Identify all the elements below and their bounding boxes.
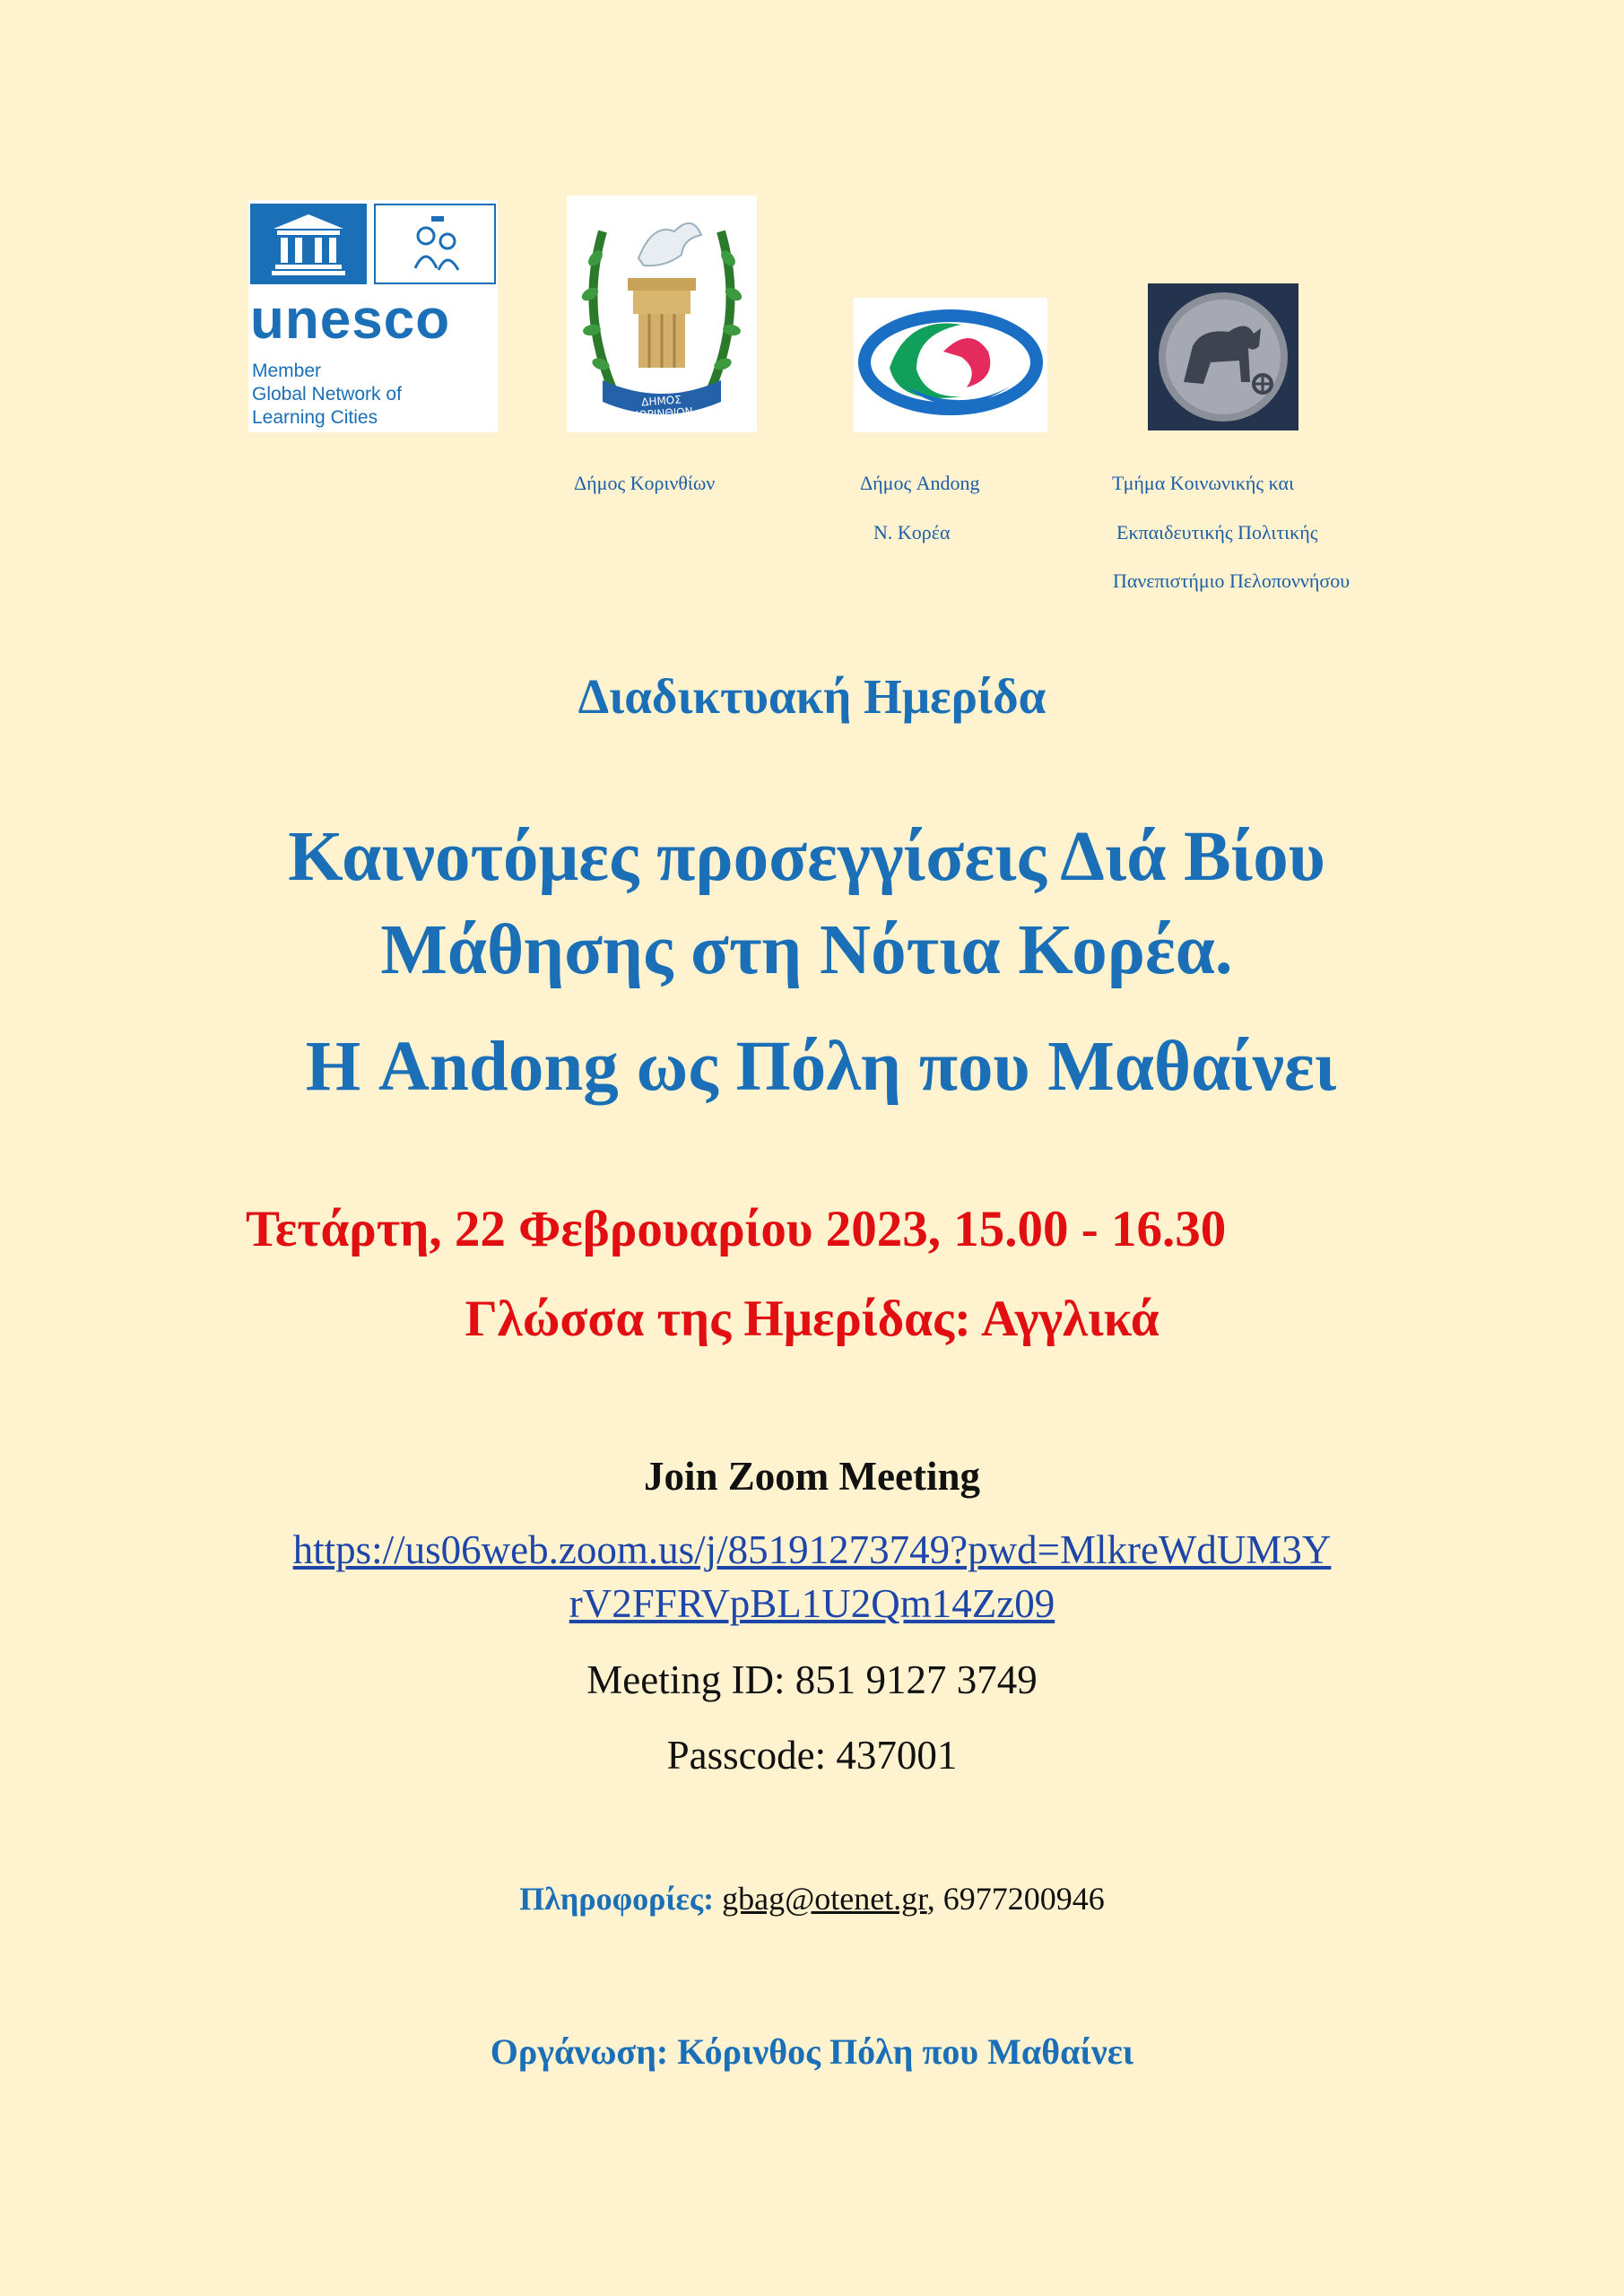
- learning-cities-figures-icon: [376, 205, 494, 283]
- unesco-network-text: Member Global Network of Learning Cities: [252, 361, 402, 428]
- caption-university-line3: Πανεπιστήμιο Πελοποννήσου: [1113, 570, 1350, 592]
- info-phone: , 6977200946: [926, 1881, 1105, 1917]
- zoom-link-line1[interactable]: https://us06web.zoom.us/j/85191273749?pwd=MlkreWdUM3Y: [292, 1527, 1332, 1572]
- info-line: [0, 1880, 1624, 1918]
- andong-swirl-icon: [854, 298, 1047, 432]
- title-line-1: Καινοτόμες προσεγγίσεις Διά Βίου: [288, 818, 1325, 896]
- corinth-seal-text: ΔΗΜΟΣ ΚΟΡΙΝΘΙΩΝ: [630, 393, 693, 422]
- andong-logo: [854, 298, 1047, 432]
- organizer: Οργάνωση: Κόρινθος Πόλη που Μαθαίνει: [490, 2031, 1134, 2072]
- title-line-2: Μάθησης στη Νότια Κορέα.: [380, 911, 1233, 989]
- event-language: Γλώσσα της Ημερίδας: Αγγλικά: [465, 1291, 1159, 1347]
- ancient-coin-icon: [1148, 283, 1298, 430]
- unesco-wordmark: unesco: [250, 289, 451, 351]
- caption-andong-line1: Δήμος Andong: [860, 472, 980, 494]
- caption-university-line1: Τμήμα Κοινωνικής και: [1112, 472, 1294, 494]
- title-line-3: Η Andong ως Πόλη που Μαθαίνει: [305, 1028, 1337, 1106]
- corinth-crest-logo: [567, 196, 757, 432]
- info-email-link[interactable]: gbag@otenet.gr: [722, 1881, 927, 1917]
- university-coin-logo: [1148, 283, 1298, 430]
- caption-andong-line2: Ν. Κορέα: [873, 521, 951, 544]
- zoom-passcode: Passcode: 437001: [666, 1733, 958, 1778]
- zoom-meeting-id: Meeting ID: 851 9127 3749: [586, 1657, 1038, 1702]
- unesco-temple-icon: [250, 204, 367, 284]
- unesco-logo: [248, 200, 498, 432]
- event-type: Διαδικτυακή Ημερίδα: [578, 669, 1046, 724]
- zoom-heading: Join Zoom Meeting: [644, 1454, 980, 1499]
- caption-university-line2: Εκπαιδευτικής Πολιτικής: [1116, 521, 1318, 544]
- zoom-link-line2[interactable]: rV2FFRVpBL1U2Qm14Zz09: [569, 1581, 1055, 1626]
- event-datetime: Τετάρτη, 22 Φεβρουαρίου 2023, 15.00 - 16.30: [246, 1201, 1227, 1257]
- caption-corinth: Δήμος Κορινθίων: [574, 472, 716, 494]
- info-label: Πληροφορίες:: [519, 1881, 715, 1917]
